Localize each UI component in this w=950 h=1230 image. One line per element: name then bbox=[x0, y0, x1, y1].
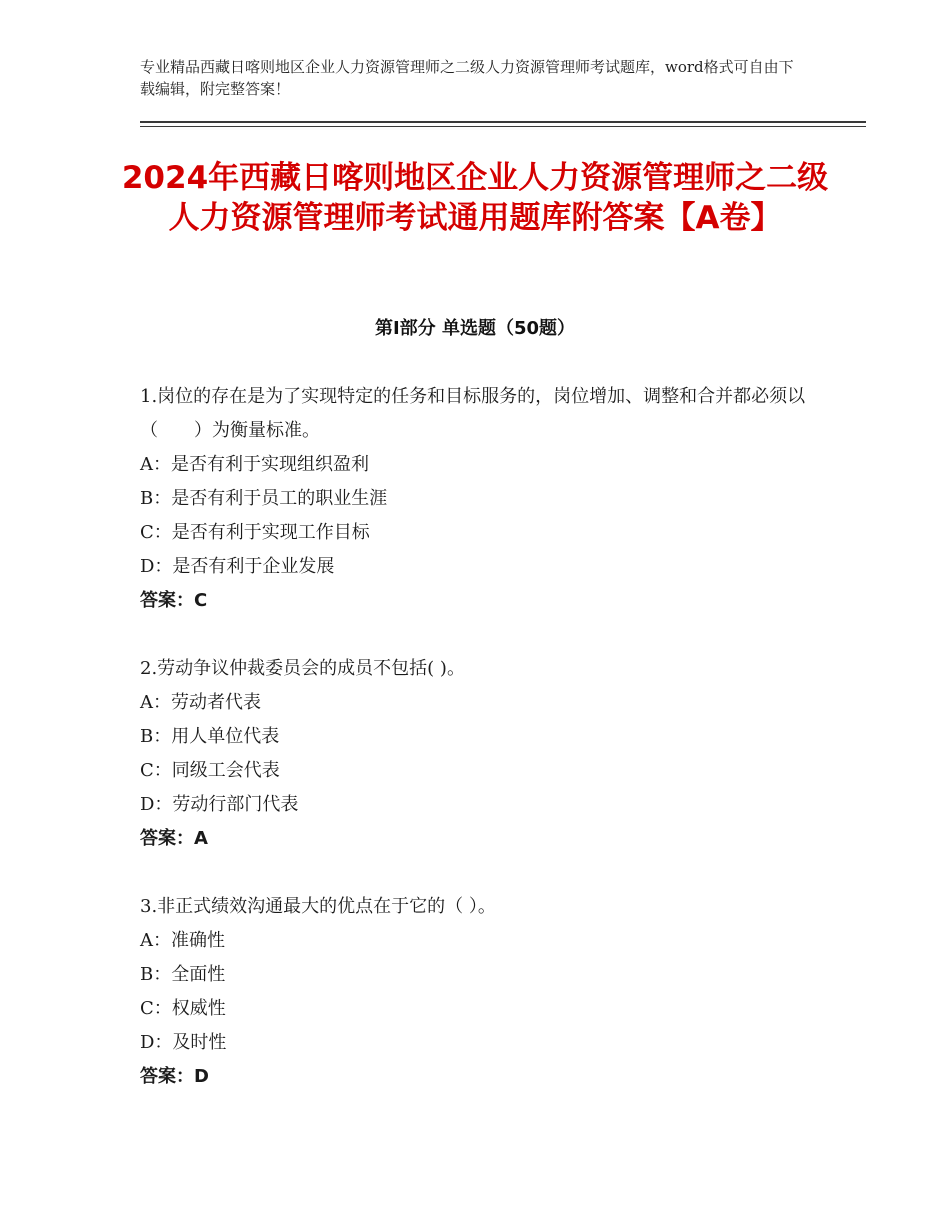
question-stem: 1.岗位的存在是为了实现特定的任务和目标服务的，岗位增加、调整和合并都必须以（ ）为衡量标准。 bbox=[140, 386, 806, 441]
option-d: D：是否有利于企业发展 bbox=[140, 556, 335, 577]
option-c: C：是否有利于实现工作目标 bbox=[140, 522, 370, 543]
answer-label: 答案： bbox=[140, 590, 194, 611]
question-list bbox=[140, 380, 810, 1128]
answer-line bbox=[140, 584, 810, 618]
answer-label: 答案： bbox=[140, 828, 194, 849]
option-d: D：及时性 bbox=[140, 1032, 227, 1053]
section-heading: 第Ⅰ部分 单选题（50题） bbox=[374, 318, 575, 339]
question-stem: 2.劳动争议仲裁委员会的成员不包括( )。 bbox=[140, 658, 465, 679]
option-d: D：劳动行部门代表 bbox=[140, 794, 299, 815]
option-a: A：准确性 bbox=[140, 930, 225, 951]
header-rule-thick bbox=[140, 121, 866, 123]
answer-value: A bbox=[194, 828, 208, 849]
option-b: B：全面性 bbox=[140, 964, 226, 985]
question-3 bbox=[140, 890, 810, 1094]
answer-value: D bbox=[194, 1066, 209, 1087]
option-b: B：用人单位代表 bbox=[140, 726, 280, 747]
answer-line bbox=[140, 822, 810, 856]
header-note: 专业精品西藏日喀则地区企业人力资源管理师之二级人力资源管理师考试题库，word格式可自由下载编辑，附完整答案！ bbox=[140, 58, 794, 98]
answer-label: 答案： bbox=[140, 1066, 194, 1087]
option-a: A：劳动者代表 bbox=[140, 692, 261, 713]
answer-line bbox=[140, 1060, 810, 1094]
option-c: C：同级工会代表 bbox=[140, 760, 280, 781]
question-stem: 3.非正式绩效沟通最大的优点在于它的（ ）。 bbox=[140, 896, 496, 917]
question-1 bbox=[140, 380, 810, 618]
header-rule-thin bbox=[140, 126, 866, 127]
option-c: C：权威性 bbox=[140, 998, 226, 1019]
question-2 bbox=[140, 652, 810, 856]
answer-value: C bbox=[194, 590, 208, 611]
document-title: 2024年西藏日喀则地区企业人力资源管理师之二级人力资源管理师考试通用题库附答案【A卷】 bbox=[121, 160, 829, 236]
option-b: B：是否有利于员工的职业生涯 bbox=[140, 488, 388, 509]
option-a: A：是否有利于实现组织盈利 bbox=[140, 454, 369, 475]
